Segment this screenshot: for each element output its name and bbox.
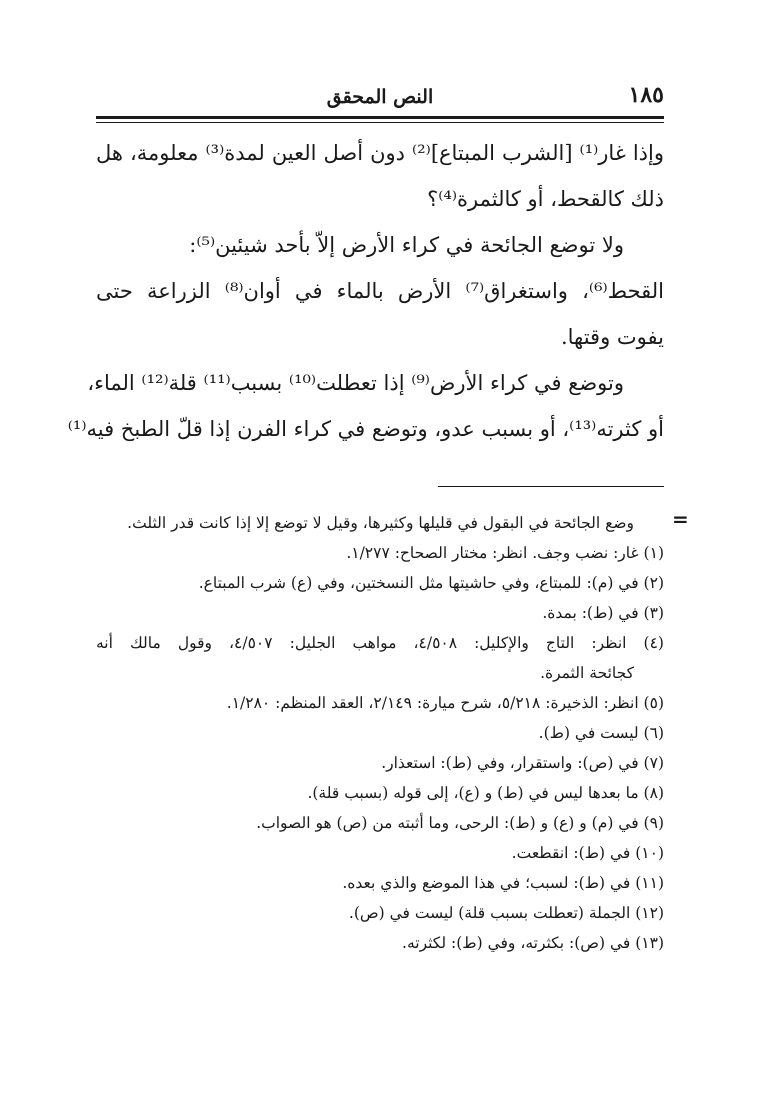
footnote: (١) غار: نضب وجف. انظر: مختار الصحاح: ١/٢٧٧. [346, 544, 664, 562]
footnotes [96, 508, 664, 958]
text-line: القحط⁽⁶⁾، واستغراق⁽⁷⁾ الأرض بالماء في أوان⁽⁸⁾ الزراعة حتى [96, 279, 664, 303]
running-title: النص المحقق [326, 86, 434, 108]
footnote: (٤) انظر: التاج والإكليل: ٤/٥٠٨، مواهب الجليل: ٤/٥٠٧، وقول مالك أنه [96, 634, 664, 652]
footnote: كجائحة الثمرة. [540, 664, 634, 682]
text-line: ولا توضع الجائحة في كراء الأرض إلاّ بأحد شيئين⁽⁵⁾: [189, 233, 624, 257]
footnote: (٩) في (م) و (ع) و (ط): الرحى، وما أثبته من (ص) هو الصواب. [256, 814, 664, 832]
footnote: (٣) في (ط): بمدة. [542, 604, 664, 622]
footnote-separator [438, 486, 664, 487]
footnote: (٥) انظر: الذخيرة: ٥/٢١٨، شرح ميارة: ٢/١٤٩، العقد المنظم: ١/٢٨٠. [226, 694, 664, 712]
footnote: (٦) ليست في (ط). [538, 724, 664, 742]
footnote: (١٢) الجملة (تعطلت بسبب قلة) ليست في (ص). [348, 904, 664, 922]
footnote: (١١) في (ط): لسبب؛ في هذا الموضع والذي بعده. [342, 874, 664, 892]
footnote: (١٠) في (ط): انقطعت. [511, 844, 664, 862]
footnote: (٧) في (ص): واستقرار، وفي (ط): استعذار. [381, 754, 664, 772]
footnote: (١٣) في (ص): بكثرته، وفي (ط): لكثرته. [402, 934, 664, 952]
header-rule-thick [96, 116, 664, 119]
header-rule-thin [96, 122, 664, 123]
footnote: (٢) في (م): للمبتاع، وفي حاشيتها مثل النسختين، وفي (ع) شرب المبتاع. [198, 574, 664, 592]
text-line: يفوت وقتها. [560, 325, 664, 349]
text-line: أو كثرته⁽¹³⁾، أو بسبب عدو، وتوضع في كراء الفرن إذا قلّ الطبخ فيه⁽¹⁾ [67, 417, 664, 441]
main-text [67, 130, 664, 452]
page-number: ١٨٥ [628, 82, 664, 108]
text-line: وتوضع في كراء الأرض⁽⁹⁾ إذا تعطلت⁽¹⁰⁾ بسبب⁽¹¹⁾ قلة⁽¹²⁾ الماء، [87, 371, 624, 395]
footnote: (٨) ما بعدها ليس في (ط) و (ع)، إلى قوله (بسبب قلة). [307, 784, 664, 802]
page-header [96, 80, 664, 114]
text-line: ذلك كالقحط، أو كالثمرة⁽⁴⁾؟ [427, 187, 664, 211]
footnote-continuation: وضع الجائحة في البقول في قليلها وكثيرها، وقيل لا توضع إلا إذا كانت قدر الثلث. [127, 514, 634, 532]
text-line: وإذا غار⁽¹⁾ [الشرب المبتاع]⁽²⁾ دون أصل العين لمدة⁽³⁾ معلومة، هل [96, 141, 664, 165]
continuation-mark: = [672, 507, 689, 531]
